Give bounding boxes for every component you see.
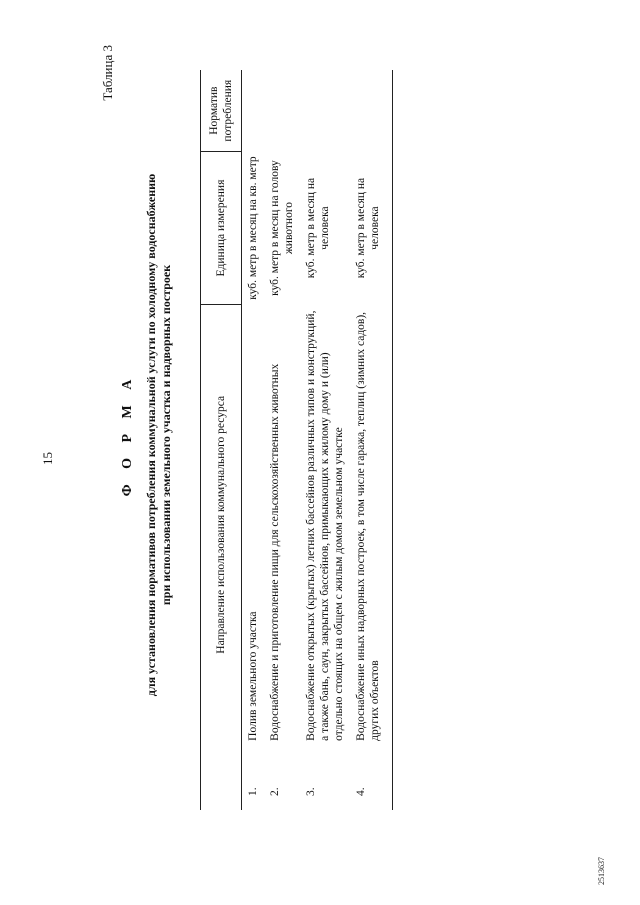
row-norm xyxy=(264,70,300,152)
page-number: 15 xyxy=(40,452,55,465)
header-direction: Направление использования коммунального ресурса xyxy=(201,304,242,745)
form-title xyxy=(120,85,174,785)
row-direction: Водоснабжение иных надворных построек, в том числе гаража, теплиц (зимних садов), других объектов xyxy=(350,304,393,745)
table-row xyxy=(300,70,350,810)
header-num xyxy=(201,745,242,810)
header-norm: Норматив потребления xyxy=(201,70,242,152)
table-row xyxy=(242,70,265,810)
row-norm xyxy=(350,70,393,152)
header-unit: Единица измерения xyxy=(201,152,242,304)
row-num: 3. xyxy=(305,787,317,796)
row-num: 1. xyxy=(247,787,259,796)
row-unit: куб. метр в месяц на человека xyxy=(305,177,331,279)
row-direction: Водоснабжение и приготовление пищи для сельскохозяйственных животных xyxy=(269,363,281,741)
norms-table xyxy=(200,70,393,810)
row-num: 2. xyxy=(269,787,281,796)
table-row xyxy=(350,70,393,810)
row-norm xyxy=(242,70,265,152)
form-title-line: при использовании земельного участка и надворных построек xyxy=(159,264,173,606)
row-unit: куб. метр в месяц на человека xyxy=(350,152,393,304)
table-header-row xyxy=(201,70,242,810)
table-row xyxy=(264,70,300,810)
row-unit: куб. метр в месяц на кв. метр xyxy=(247,156,259,300)
row-direction: Полив земельного участка xyxy=(247,611,259,741)
form-title-line: для установления нормативов потребления коммунальной услуги по холодному водоснабжению xyxy=(144,173,158,697)
row-unit: куб. метр в месяц на голову животного xyxy=(269,160,295,296)
form-title-heading: Ф О Р М А xyxy=(120,373,135,497)
row-direction: Водоснабжение открытых (крытых) летних бассейнов различных типов и конструкций, а также бань, саун, закрытых бассейнов, примыкающих к жилому дому и (или) отдельно стоящих на общем с жилым домом земельном участке xyxy=(305,310,345,741)
row-num: 4. xyxy=(350,745,393,810)
table-label: Таблица 3 xyxy=(100,45,115,101)
row-norm xyxy=(300,70,350,152)
document-code: 2513637 xyxy=(597,857,606,885)
